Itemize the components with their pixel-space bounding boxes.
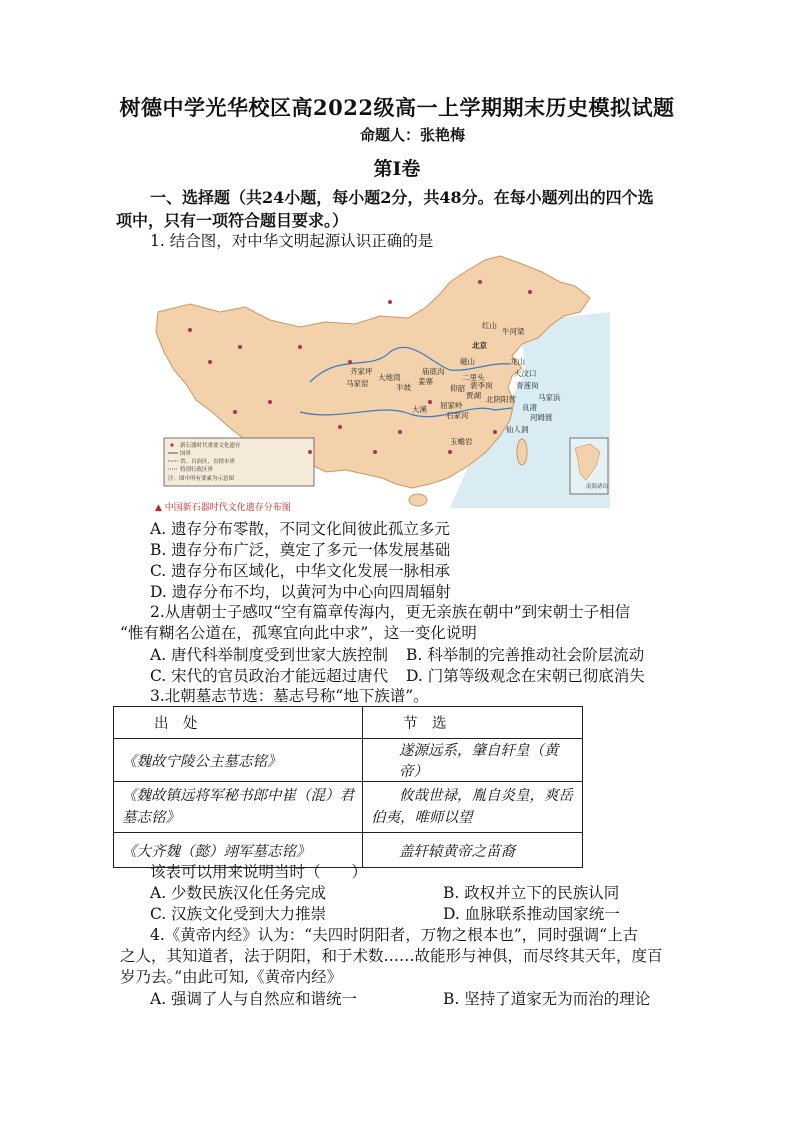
exam-title: 树德中学光华校区高2022级高一上学期期末历史模拟试题 [119, 95, 675, 120]
legend-item-sites: 新石器时代重要文化遗存 [180, 443, 241, 449]
legend-note: 注：图中所有要素为示意图 [168, 476, 235, 482]
site-label-hongshan: 红山 [482, 321, 497, 330]
volume-heading: 第Ⅰ卷 [373, 158, 421, 180]
inset-label: 南海诸岛 [586, 484, 609, 490]
table-cell-excerpt: 遂源远系，肇自轩皇（黄帝） [363, 739, 583, 782]
site-label-xianrendong: 仙人洞 [506, 425, 529, 434]
table-header-excerpt: 节 选 [363, 707, 583, 739]
site-label-dawenkou: 大汶口 [514, 369, 537, 378]
site-label-yuchanyan: 玉蟾岩 [450, 437, 473, 446]
table-row [114, 782, 583, 833]
site-label-peiligang: 裴李岗 [470, 381, 493, 390]
q4-option-a: A. 强调了人与自然应和谐统一 [150, 990, 358, 1008]
q3-option-a: A. 少数民族汉化任务完成 [150, 884, 327, 902]
exam-author: 命题人：张艳梅 [360, 126, 466, 144]
taiwan-island [517, 439, 527, 465]
legend-item-province: 省、自治区、直辖市界 [180, 459, 236, 465]
site-label-jiangzhai: 姜寨 [418, 377, 433, 386]
site-label-cishan: 磁山 [460, 357, 475, 366]
q3-stem: 3.北朝墓志节选：墓志号称“地下族谱”。 [150, 687, 429, 705]
site-label-majiayao: 马家窑 [346, 379, 369, 388]
q4-stem-line-1: 4.《黄帝内经》认为：“夫四时阴阳者，万物之根本也”，同时强调“上古 [150, 926, 639, 944]
q4-option-b: B. 坚持了道家无为而治的理论 [443, 990, 651, 1008]
map-svg [150, 252, 610, 508]
q2-option-d: D. 门第等级观念在宋朝已彻底消失 [406, 667, 645, 685]
q1-option-c: C. 遗存分布区域化，中华文化发展一脉相承 [150, 562, 451, 580]
site-label-qijiaping: 齐家坪 [350, 367, 373, 376]
section-line-1: 一、选择题（共24小题，每小题2分，共48分。在每小题列出的四个选 [150, 188, 654, 207]
q2-stem-line-1: 2.从唐朝士子感叹“空有篇章传海内，更无亲族在朝中”到宋朝士子相信 [150, 603, 631, 621]
site-label-erlitou: 二里头 [462, 373, 485, 382]
site-label-hemudu: 河姆渡 [530, 413, 553, 422]
table-cell-excerpt: 盖轩辕黄帝之苗裔 [363, 833, 583, 868]
site-label-majiabang: 马家浜 [538, 393, 561, 402]
q2-option-a: A. 唐代科举制度受到世家大族控制 [150, 646, 389, 664]
q1-stem: 1. 结合图，对中华文明起源认识正确的是 [150, 232, 434, 250]
site-label-shijiahe: 石家河 [446, 411, 469, 420]
section-line-2: 项中，只有一项符合题目要求。） [116, 211, 349, 230]
site-label-banpo: 半坡 [396, 383, 411, 392]
q3-option-d: D. 血脉联系推动国家统一 [443, 905, 620, 923]
q3-option-b: B. 政权并立下的民族认同 [443, 884, 620, 902]
site-label-beijing: 北京 [472, 341, 487, 350]
site-label-miaodigou: 庙底沟 [422, 367, 445, 376]
site-label-niuheliang: 牛河梁 [502, 327, 525, 336]
site-label-yangshao: 仰韶 [450, 384, 465, 393]
legend-item-border: 国界 [180, 451, 192, 457]
china-neolithic-map [150, 252, 610, 508]
site-label-jiahu: 贾湖 [466, 391, 481, 400]
site-label-longshan: 龙山 [510, 357, 525, 366]
table-row [114, 739, 583, 782]
q4-stem-line-3: 岁乃去。”由此可知,《黄帝内经》 [120, 968, 343, 986]
site-label-liangzhu: 良渚 [522, 403, 537, 412]
table-cell-source: 《魏故宁陵公主墓志铭》 [114, 739, 363, 782]
site-label-qujialing: 屈家岭 [440, 401, 463, 410]
q2-option-c: C. 宋代的官员政治才能远超过唐代 [150, 667, 389, 685]
table-cell-source: 《大齐魏（懿）翊军墓志铭》 [114, 833, 363, 868]
q1-option-b: B. 遗存分布广泛，奠定了多元一体发展基础 [150, 541, 451, 559]
table-cell-source: 《魏故镇远将军秘书郎中崔（混）君墓志铭》 [114, 782, 363, 833]
section-instructions [116, 186, 680, 232]
site-label-daxi: 大溪 [412, 405, 427, 414]
q1-option-d: D. 遗存分布不均，以黄河为中心向四周辐射 [150, 583, 451, 601]
q3-after-table: 该表可以用来说明当时（ ） [150, 863, 368, 881]
epitaph-table [113, 706, 583, 868]
q2-option-b: B. 科举制的完善推动社会阶层流动 [406, 646, 645, 664]
q3-option-c: C. 汉族文化受到大力推崇 [150, 905, 327, 923]
table-header-row [114, 707, 583, 739]
hainan-island [409, 494, 427, 506]
q2-stem-line-2: “惟有糊名公道在，孤寒宜向此中求”，这一变化说明 [120, 624, 477, 642]
legend-item-sar: 特别行政区界 [180, 467, 214, 473]
q4-stem-line-2: 之人，其知道者，法于阴阳，和于术数……故能形与神俱，而尽终其天年，度百 [120, 947, 663, 965]
map-caption: ▲ 中国新石器时代文化遗存分布图 [155, 503, 291, 513]
site-label-qingliangang: 青莲岗 [516, 381, 539, 390]
table-header-source: 出 处 [114, 707, 363, 739]
site-label-dadiwan: 大地湾 [378, 373, 401, 382]
site-label-beiyinyangying: 北阴阳营 [486, 395, 516, 404]
table-cell-excerpt: 攸哉世禄，胤自炎皇，爽岳伯夷，唯师以望 [363, 782, 583, 833]
q1-option-a: A. 遗存分布零散，不同文化间彼此孤立多元 [150, 520, 451, 538]
